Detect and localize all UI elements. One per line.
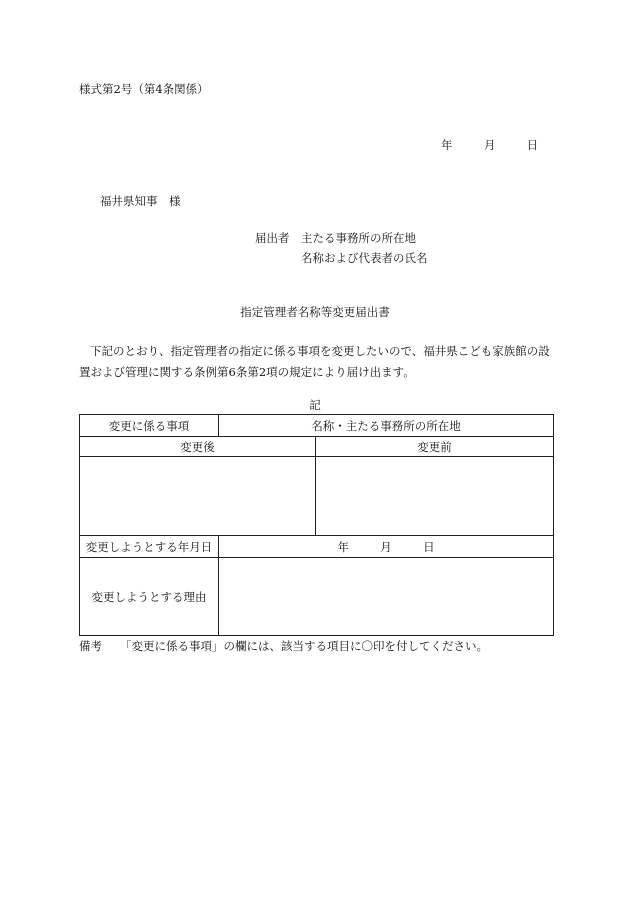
item-label-cell: 変更に係る事項 bbox=[80, 415, 219, 437]
change-date-month: 月 bbox=[380, 539, 392, 554]
body-text: 下記のとおり、指定管理者の指定に係る事項を変更したいので、福井県こども家族館の設置および管理に関する条例第6条第2項の規定により届け出ます。 bbox=[79, 344, 550, 379]
remarks-label: 備考 bbox=[79, 639, 102, 653]
change-date-year: 年 bbox=[337, 539, 349, 554]
reason-value-cell[interactable] bbox=[219, 558, 554, 636]
date-month-label: 月 bbox=[483, 138, 496, 152]
item-row bbox=[80, 415, 554, 437]
addressee: 福井県知事 様 bbox=[100, 194, 181, 208]
change-date-value-cell[interactable] bbox=[219, 536, 554, 558]
remarks-text: 「変更に係る事項」の欄には、該当する項目に〇印を付してください。 bbox=[120, 639, 488, 653]
notifier-label: 届出者 bbox=[255, 231, 290, 245]
item-value-cell: 名称・主たる事務所の所在地 bbox=[219, 415, 554, 437]
after-label-cell: 変更後 bbox=[80, 437, 316, 457]
before-label-cell: 変更前 bbox=[316, 437, 554, 457]
after-value-cell[interactable] bbox=[80, 457, 316, 536]
change-date-label-cell: 変更しようとする年月日 bbox=[80, 536, 219, 558]
notifier-address-label: 主たる事務所の所在地 bbox=[301, 231, 416, 245]
date-year-label: 年 bbox=[441, 138, 453, 152]
form-number: 様式第2号（第4条関係） bbox=[79, 82, 209, 96]
date-line bbox=[441, 137, 538, 153]
reason-row bbox=[80, 558, 554, 636]
ki-heading: 記 bbox=[309, 398, 321, 412]
after-before-value-row bbox=[80, 457, 554, 536]
document-title: 指定管理者名称等変更届出書 bbox=[240, 305, 390, 319]
before-value-cell[interactable] bbox=[316, 457, 554, 536]
remarks bbox=[79, 638, 488, 654]
change-date-day: 日 bbox=[423, 539, 435, 554]
change-date-row bbox=[80, 536, 554, 558]
date-day-label: 日 bbox=[526, 138, 539, 152]
after-before-header-row bbox=[80, 437, 554, 457]
notifier-name-label: 名称および代表者の氏名 bbox=[301, 251, 428, 265]
change-form-table bbox=[79, 414, 554, 636]
reason-label-cell: 変更しようとする理由 bbox=[80, 558, 219, 636]
